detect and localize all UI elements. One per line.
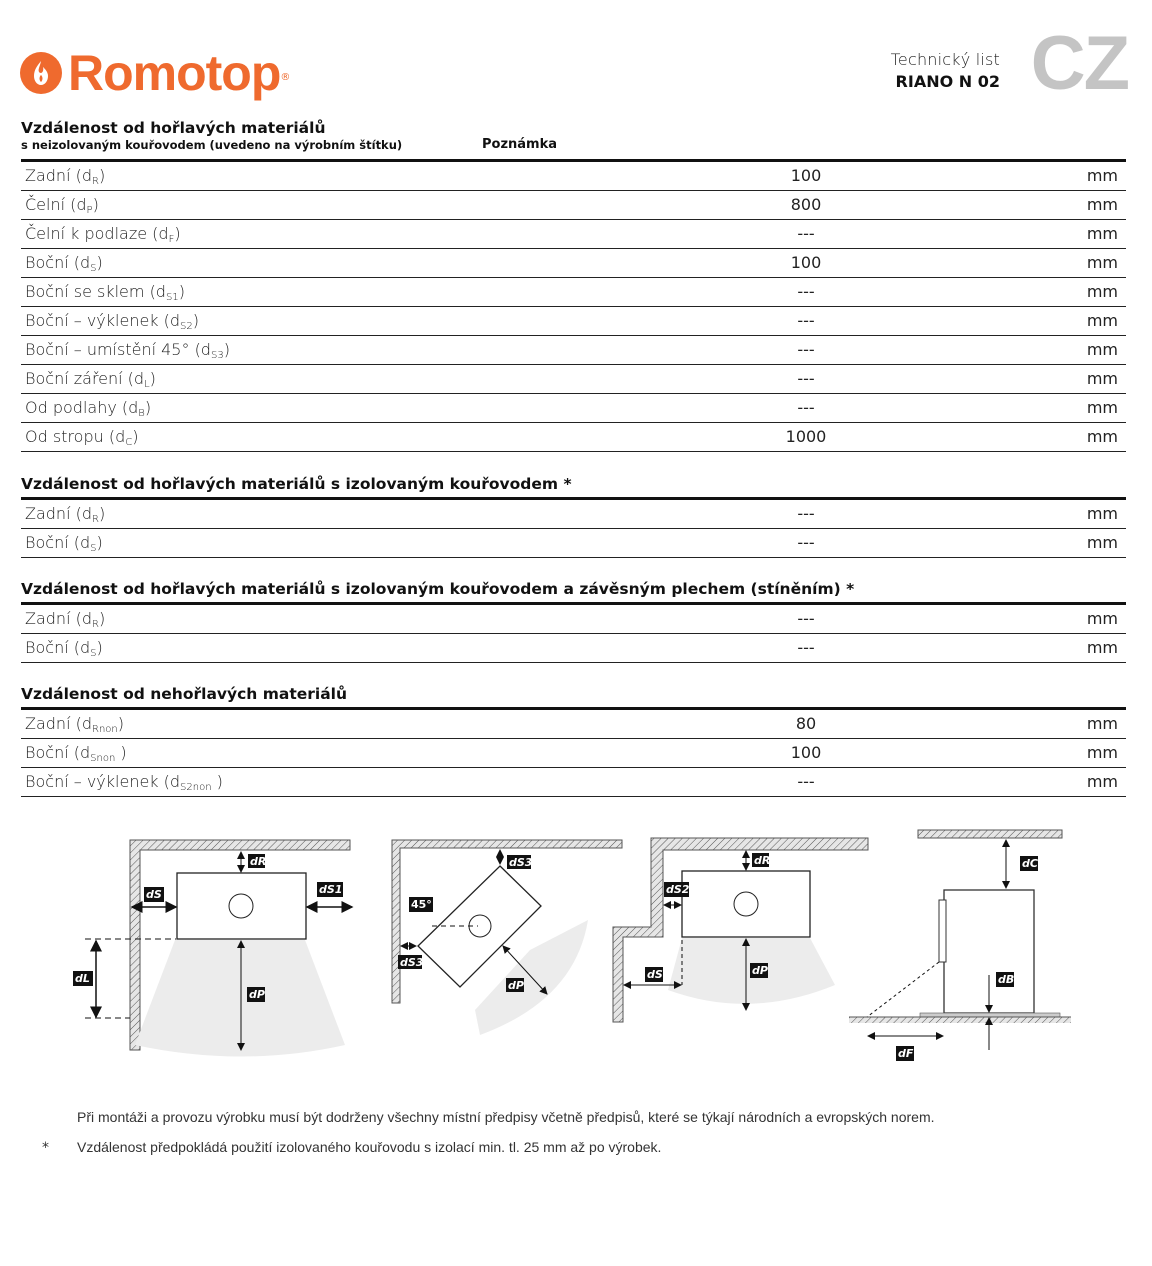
row-label: Boční – výklenek $(d_{S2})$	[25, 311, 200, 332]
document-header	[891, 50, 1000, 91]
diagram-45-degree	[392, 840, 622, 1035]
model-name: RIANO N 02	[895, 72, 1000, 91]
svg-text:dB: dB	[998, 973, 1015, 986]
flame-icon	[20, 52, 62, 94]
table-row	[21, 249, 1126, 278]
table-row	[21, 605, 1126, 634]
row-label: Boční ($d_{Snon}$ )	[25, 743, 127, 764]
row-value: 100	[790, 253, 822, 272]
table-row	[21, 394, 1126, 423]
row-unit: mm	[1086, 195, 1118, 214]
row-unit: mm	[1086, 714, 1118, 733]
section-combustible-insulated	[21, 474, 1126, 558]
row-value: 100	[790, 166, 822, 185]
row-value: 80	[795, 714, 817, 733]
distance-table	[21, 710, 1126, 797]
svg-text:dR: dR	[250, 855, 267, 868]
svg-text:dS2: dS2	[666, 883, 690, 896]
section-title: Vzdálenost od hořlavých materiálů s izolovaným kouřovodem a závěsným plechem (stíněním) *	[21, 580, 855, 598]
registered-mark: ®	[280, 71, 291, 83]
section-title: Vzdálenost od hořlavých materiálů s izolovaným kouřovodem *	[21, 475, 572, 493]
row-label: Boční se sklem $(d_{S1})$	[25, 282, 185, 303]
table-row	[21, 220, 1126, 249]
document-type: Technický list	[890, 50, 1000, 69]
row-value: ---	[797, 224, 815, 243]
row-label: Čelní $(d_P)$	[25, 195, 99, 216]
row-value: 800	[790, 195, 822, 214]
row-unit: mm	[1086, 224, 1118, 243]
row-unit: mm	[1086, 166, 1118, 185]
section-title: Vzdálenost od hořlavých materiálů	[21, 119, 326, 137]
row-label: Čelní k podlaze $(d_F)$	[25, 224, 181, 245]
table-row	[21, 768, 1126, 797]
section-combustible-insulated-shield	[21, 579, 1126, 663]
row-label: Boční – výklenek ($d_{S2non}$ )	[25, 772, 223, 793]
row-unit: mm	[1086, 609, 1118, 628]
row-value: ---	[797, 772, 815, 791]
table-row	[21, 365, 1126, 394]
brand-name: Romotop	[68, 45, 281, 101]
row-value: ---	[797, 340, 815, 359]
table-row	[21, 336, 1126, 365]
row-label: Boční – umístění 45° $(d_{S3})$	[25, 340, 230, 361]
table-row	[21, 529, 1126, 558]
diagram-side-view	[849, 830, 1071, 1061]
row-unit: mm	[1086, 772, 1118, 791]
row-label: Boční $(d_S)$	[25, 533, 103, 554]
svg-text:dF: dF	[898, 1047, 914, 1060]
installation-note: Při montáži a provozu výrobku musí být dodrženy všechny místní předpisy včetně předpisů, které se týkají národních a evropských norem.	[77, 1109, 935, 1125]
row-value: ---	[797, 638, 815, 657]
svg-text:dC: dC	[1022, 857, 1038, 870]
diagram-wall-corner	[73, 840, 352, 1057]
row-label: Zadní $(d_R)$	[25, 166, 106, 187]
row-value: ---	[797, 311, 815, 330]
row-unit: mm	[1086, 533, 1118, 552]
svg-text:dP: dP	[508, 979, 524, 992]
row-unit: mm	[1086, 340, 1118, 359]
row-label: Boční záření $(d_L)$	[25, 369, 156, 390]
table-row	[21, 710, 1126, 739]
row-unit: mm	[1086, 427, 1118, 446]
svg-text:dP: dP	[752, 964, 768, 977]
row-value: ---	[797, 282, 815, 301]
row-label: Od stropu $(d_C)$	[25, 427, 139, 448]
note-column-header: Poznámka	[482, 137, 558, 152]
row-value: ---	[797, 504, 815, 523]
table-row	[21, 278, 1126, 307]
row-value: ---	[797, 609, 815, 628]
table-row	[21, 634, 1126, 663]
table-row	[21, 162, 1126, 191]
table-row	[21, 423, 1126, 452]
table-row	[21, 500, 1126, 529]
row-unit: mm	[1086, 504, 1118, 523]
row-value: ---	[797, 533, 815, 552]
row-value: 1000	[785, 427, 827, 446]
romotop-logo	[20, 45, 291, 101]
row-unit: mm	[1086, 369, 1118, 388]
row-unit: mm	[1086, 311, 1118, 330]
row-label: Zadní $(d_{Rnon})$	[25, 714, 124, 735]
row-value: ---	[797, 369, 815, 388]
language-code: CZ	[1030, 21, 1128, 106]
distance-table	[21, 605, 1126, 663]
svg-text:dS: dS	[647, 968, 663, 981]
section-noncombustible	[21, 684, 1126, 797]
svg-text:dR: dR	[754, 854, 771, 867]
row-label: Od podlahy $(d_B)$	[25, 398, 152, 419]
row-label: Zadní $(d_R)$	[25, 504, 106, 525]
clearance-diagrams	[70, 822, 1080, 1072]
distance-table	[21, 162, 1126, 452]
row-unit: mm	[1086, 282, 1118, 301]
row-label: Zadní $(d_R)$	[25, 609, 106, 630]
diagram-alcove	[613, 838, 868, 1022]
svg-text:dS3: dS3	[400, 956, 424, 969]
table-row	[21, 739, 1126, 768]
table-row	[21, 191, 1126, 220]
section-subtitle: s neizolovaným kouřovodem (uvedeno na výrobním štítku) Poznámka	[21, 137, 558, 152]
footnote-text: Vzdálenost předpokládá použití izolovaného kouřovodu s izolací min. tl. 25 mm až po výrobek.	[77, 1139, 662, 1155]
row-value: 100	[790, 743, 822, 762]
section-title: Vzdálenost od nehořlavých materiálů	[21, 685, 348, 703]
section-combustible-uninsulated	[21, 118, 1126, 452]
row-unit: mm	[1086, 253, 1118, 272]
row-unit: mm	[1086, 398, 1118, 417]
svg-text:45°: 45°	[411, 898, 432, 911]
footnote-marker: *	[42, 1140, 49, 1156]
svg-text:dS1: dS1	[319, 883, 343, 896]
row-unit: mm	[1086, 638, 1118, 657]
table-row	[21, 307, 1126, 336]
svg-text:dS: dS	[146, 888, 162, 901]
svg-text:dL: dL	[75, 972, 90, 985]
distance-table	[21, 500, 1126, 558]
row-value: ---	[797, 398, 815, 417]
svg-text:dS3: dS3	[509, 856, 533, 869]
row-label: Boční $(d_S)$	[25, 253, 103, 274]
svg-text:dP: dP	[249, 988, 265, 1001]
row-unit: mm	[1086, 743, 1118, 762]
row-label: Boční $(d_S)$	[25, 638, 103, 659]
